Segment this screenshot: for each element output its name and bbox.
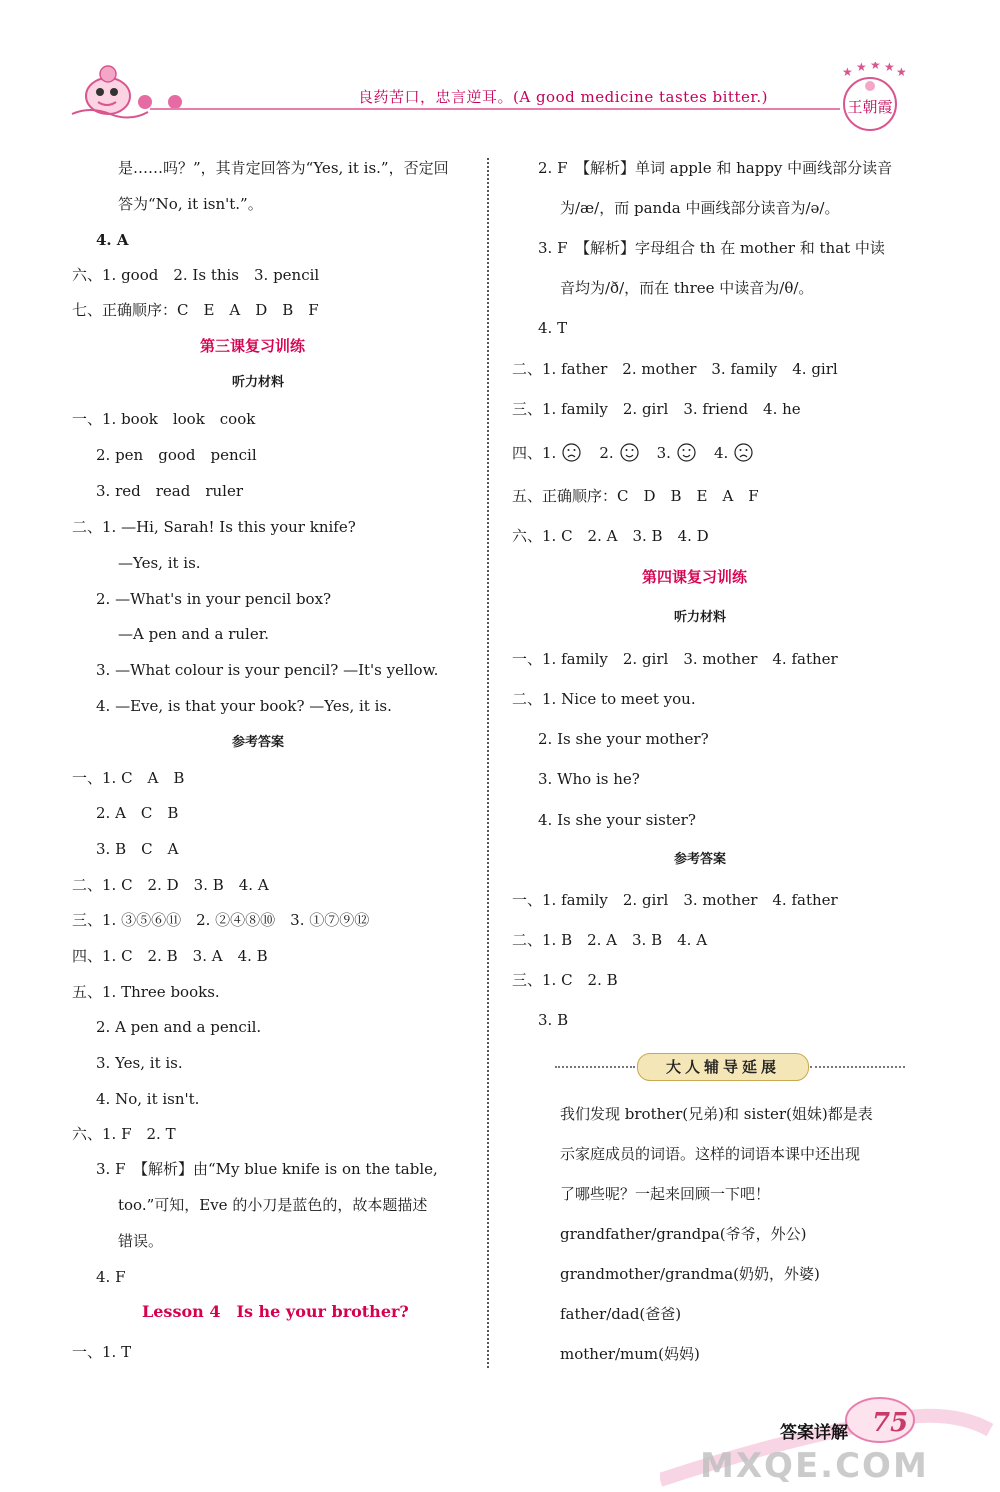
left-column-line: 3. Yes, it is.	[96, 1054, 183, 1072]
right-column-line: 为/æ/，而 panda 中画线部分读音为/ə/。	[560, 199, 840, 217]
right-column-line: father/dad(爸爸)	[560, 1305, 682, 1323]
left-column-line: 4. A	[96, 231, 129, 249]
left-column-line: 3. red read ruler	[96, 482, 243, 500]
left-column-line: 五、1. Three books.	[72, 983, 220, 1001]
left-column-line: 四、1. C 2. B 3. A 4. B	[72, 947, 268, 965]
right-column-line: 一、1. family 2. girl 3. mother 4. father	[512, 891, 838, 909]
faces-row-number: 4.	[713, 444, 729, 462]
right-column-line: 3. Who is he?	[538, 770, 640, 788]
brand-stars-badge-icon	[830, 62, 910, 132]
svg-text:★: ★	[842, 65, 853, 79]
left-column-line: 六、1. F 2. T	[72, 1125, 176, 1143]
left-column-line: 4. F	[96, 1268, 126, 1286]
left-column-line: —A pen and a ruler.	[118, 625, 269, 643]
page-footer	[0, 1380, 1000, 1492]
column-divider	[487, 158, 489, 1368]
right-column-line: 4. Is she your sister?	[538, 811, 696, 829]
left-column-line: 4. —Eve, is that your book? —Yes, it is.	[96, 697, 392, 715]
right-column-line: 2. Is she your mother?	[538, 730, 709, 748]
left-column-line: 第三课复习训练	[200, 337, 306, 355]
faces-answer-row	[512, 443, 753, 463]
left-column-line: 六、1. good 2. Is this 3. pencil	[72, 266, 320, 284]
right-column-line: 4. T	[538, 319, 568, 337]
header-rule	[150, 108, 840, 110]
left-column-line: 4. No, it isn't.	[96, 1090, 200, 1108]
extension-title: 大人辅导延展	[637, 1053, 809, 1081]
right-column-line: 一、1. family 2. girl 3. mother 4. father	[512, 650, 838, 668]
left-column-line: 听力材料	[232, 375, 285, 390]
right-column-line: 音均为/ð/，而在 three 中读音为/θ/。	[560, 279, 814, 297]
right-column-line: 了哪些呢？一起来回顾一下吧！	[560, 1185, 771, 1203]
left-column-line: 3. B C A	[96, 840, 179, 858]
left-column-line: 3. F 【解析】由“My blue knife is on the table,	[96, 1160, 438, 1178]
faces-row-number: 2.	[599, 444, 614, 462]
right-column-line: 第四课复习训练	[642, 568, 748, 586]
brand-logo-text: 王朝霞	[847, 98, 893, 116]
smiley-face-icon	[677, 444, 696, 462]
brand-logo	[830, 62, 910, 136]
right-column-line: 听力材料	[674, 610, 727, 625]
left-column-line: 一、1. book look cook	[72, 410, 256, 428]
right-column-line: grandmother/grandma(奶奶，外婆)	[560, 1265, 820, 1283]
left-column-line: 一、1. C A B	[72, 769, 185, 787]
left-column-line: 2. A pen and a pencil.	[96, 1018, 262, 1036]
svg-text:★: ★	[856, 62, 867, 74]
left-column-line: 是……吗？”，其肯定回答为“Yes, it is.”，否定回	[118, 159, 449, 177]
banner-dots-right	[810, 1066, 905, 1068]
right-column-line: mother/mum(妈妈)	[560, 1345, 700, 1363]
smiley-face-icon	[620, 444, 639, 462]
right-column-line: 二、1. Nice to meet you.	[512, 690, 696, 708]
left-column-line: Lesson 4 Is he your brother?	[142, 1302, 409, 1321]
right-column-line: 二、1. B 2. A 3. B 4. A	[512, 931, 708, 949]
extension-banner	[555, 1050, 905, 1084]
right-column-line: 六、1. C 2. A 3. B 4. D	[512, 527, 709, 545]
right-column-line: 我们发现 brother(兄弟)和 sister(姐妹)都是表	[560, 1105, 873, 1123]
right-column-line: 三、1. family 2. girl 3. friend 4. he	[512, 400, 801, 418]
left-column-line: 三、1. ③⑤⑥⑪ 2. ②④⑧⑩ 3. ①⑦⑨⑫	[72, 911, 370, 929]
svg-text:★: ★	[896, 65, 907, 79]
left-column-line: 2. pen good pencil	[96, 446, 257, 464]
right-column-line: 三、1. C 2. B	[512, 971, 618, 989]
left-column-line: 一、1. T	[72, 1343, 132, 1361]
left-column-line: —Yes, it is.	[118, 554, 201, 572]
right-column-line: 示家庭成员的词语。这样的词语本课中还出现	[560, 1145, 861, 1163]
faces-row-prefix: 四、1.	[512, 444, 557, 462]
right-column-line: 3. B	[538, 1011, 569, 1029]
left-column-line: 二、1. —Hi, Sarah! Is this your knife?	[72, 518, 356, 536]
right-column-line: 参考答案	[674, 852, 727, 867]
left-column-line: 2. A C B	[96, 804, 179, 822]
right-column-line: 二、1. father 2. mother 3. family 4. girl	[512, 360, 838, 378]
decorative-dots	[138, 94, 198, 113]
right-column-line: 2. F 【解析】单词 apple 和 happy 中画线部分读音	[538, 159, 893, 177]
cartoon-fish-logo-icon	[70, 62, 150, 122]
sad-face-icon	[734, 444, 753, 462]
banner-dots-left	[555, 1066, 635, 1068]
right-column-line: 五、正确顺序：C D B E A F	[512, 487, 759, 505]
left-column-line: 答为“No, it isn't.”。	[118, 195, 263, 213]
left-column-line: 3. —What colour is your pencil? —It's yellow.	[96, 661, 439, 679]
left-column-line: 七、正确顺序：C E A D B F	[72, 301, 319, 319]
left-column-line: 2. —What's in your pencil box?	[96, 590, 332, 608]
right-column-line: 3. F 【解析】字母组合 th 在 mother 和 that 中读	[538, 239, 885, 257]
svg-text:★: ★	[870, 62, 881, 72]
left-column-line: 错误。	[118, 1232, 164, 1250]
right-column-line: grandfather/grandpa(爷爷，外公)	[560, 1225, 807, 1243]
svg-text:★: ★	[884, 62, 895, 74]
page-number: 75	[872, 1408, 909, 1438]
faces-row-number: 3.	[656, 444, 671, 462]
footer-label: 答案详解	[780, 1423, 848, 1443]
left-column-line: too.”可知，Eve 的小刀是蓝色的，故本题描述	[118, 1196, 428, 1214]
watermark-text: MXQE.COM	[700, 1446, 929, 1486]
left-column-line: 二、1. C 2. D 3. B 4. A	[72, 876, 269, 894]
left-column-line: 参考答案	[232, 735, 285, 750]
header-motto: 良药苦口，忠言逆耳。(A good medicine tastes bitter.)	[358, 88, 769, 106]
sad-face-icon	[562, 444, 581, 462]
page-header	[0, 0, 1000, 140]
